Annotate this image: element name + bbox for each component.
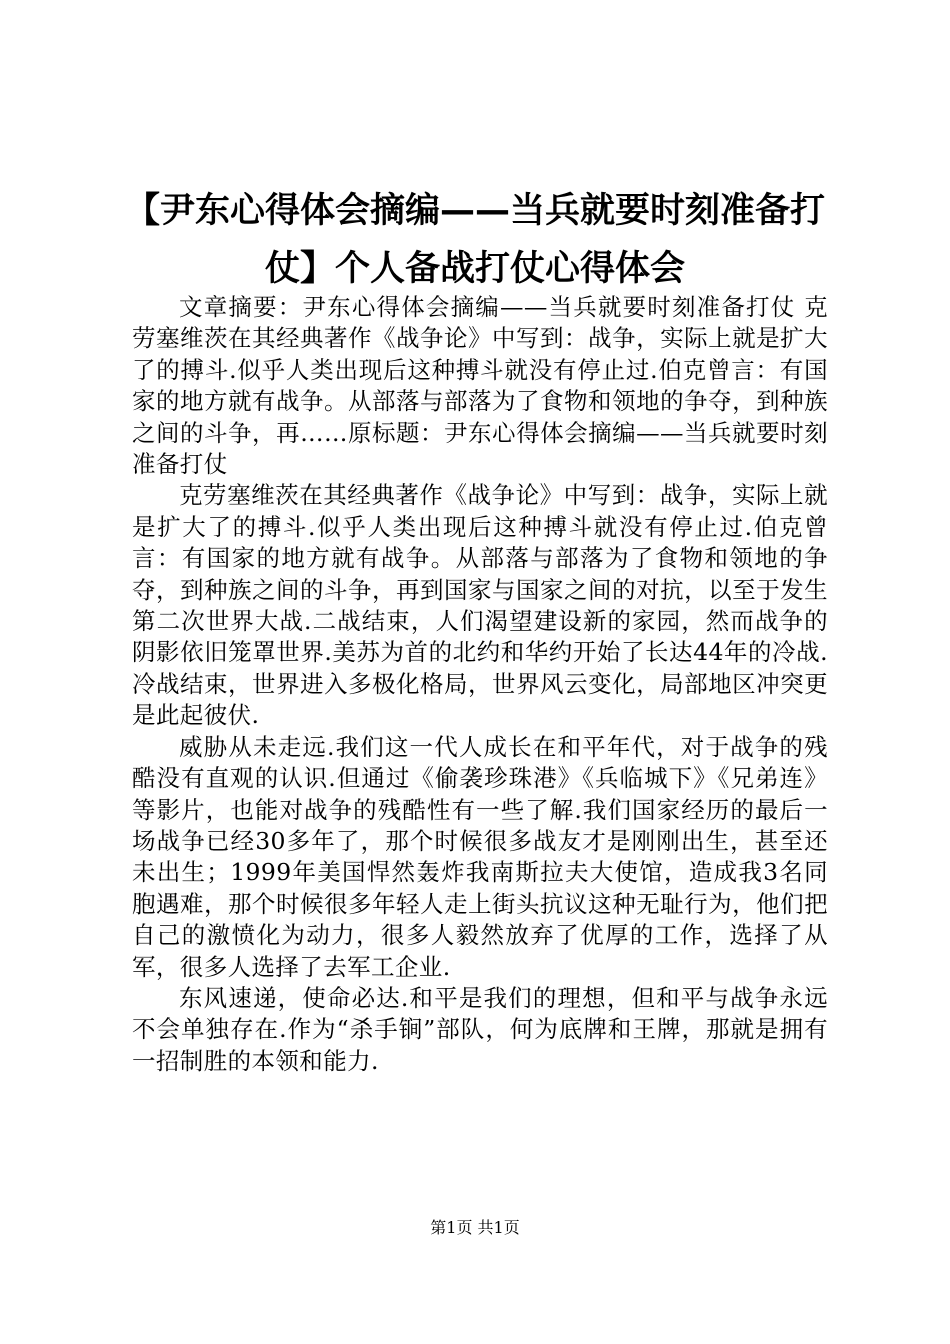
page-number-footer: 第1页 共1页 [430,1218,520,1237]
paragraph-2: 克劳塞维茨在其经典著作《战争论》中写到：战争，实际上就是扩大了的搏斗.似乎人类出现后这种搏斗就没有停止过.伯克曾言：有国家的地方就有战争。从部落与部落为了食物和领地的争夺，到种族之间的斗争，再到国家与国家之间的对抗，以至于发生第二次世界大战.二战结束，人们渴望建设新的家园，然而战争的阴影依旧笼罩世界.美苏为首的北约和华约开始了长达44年的冷战.冷战结束，世界进入多极化格局，世界风云变化，局部地区冲突更是此起彼伏. [132,481,828,730]
paragraph-4: 东风速递，使命必达.和平是我们的理想，但和平与战争永远不会单独存在.作为“杀手锏”部队，何为底牌和王牌，那就是拥有一招制胜的本领和能力. [132,983,828,1075]
document-body [132,292,828,1077]
document-title: 【尹东心得体会摘编——当兵就要时刻准备打仗】个人备战打仗心得体会 [124,191,825,289]
paragraph-abstract: 文章摘要：尹东心得体会摘编——当兵就要时刻准备打仗 克劳塞维茨在其经典著作《战争论》中写到：战争，实际上就是扩大了的搏斗.似乎人类出现后这种搏斗就没有停止过.伯克曾言：有国家的地方就有战争。从部落与部落为了食物和领地的争夺，到种族之间的斗争，再……原标题：尹东心得体会摘编——当兵就要时刻准备打仗 [132,293,828,479]
paragraph-3: 威胁从未走远.我们这一代人成长在和平年代，对于战争的残酷没有直观的认识.但通过《偷袭珍珠港》《兵临城下》《兄弟连》等影片，也能对战争的残酷性有一些了解.我们国家经历的最后一场战争已经30多年了，那个时候很多战友才是刚刚出生，甚至还未出生；1999年美国悍然轰炸我南斯拉夫大使馆，造成我3名同胞遇难，那个时候很多年轻人走上街头抗议这种无耻行为，他们把自己的激愤化为动力，很多人毅然放弃了优厚的工作，选择了从军，很多人选择了去军工企业. [132,732,828,981]
